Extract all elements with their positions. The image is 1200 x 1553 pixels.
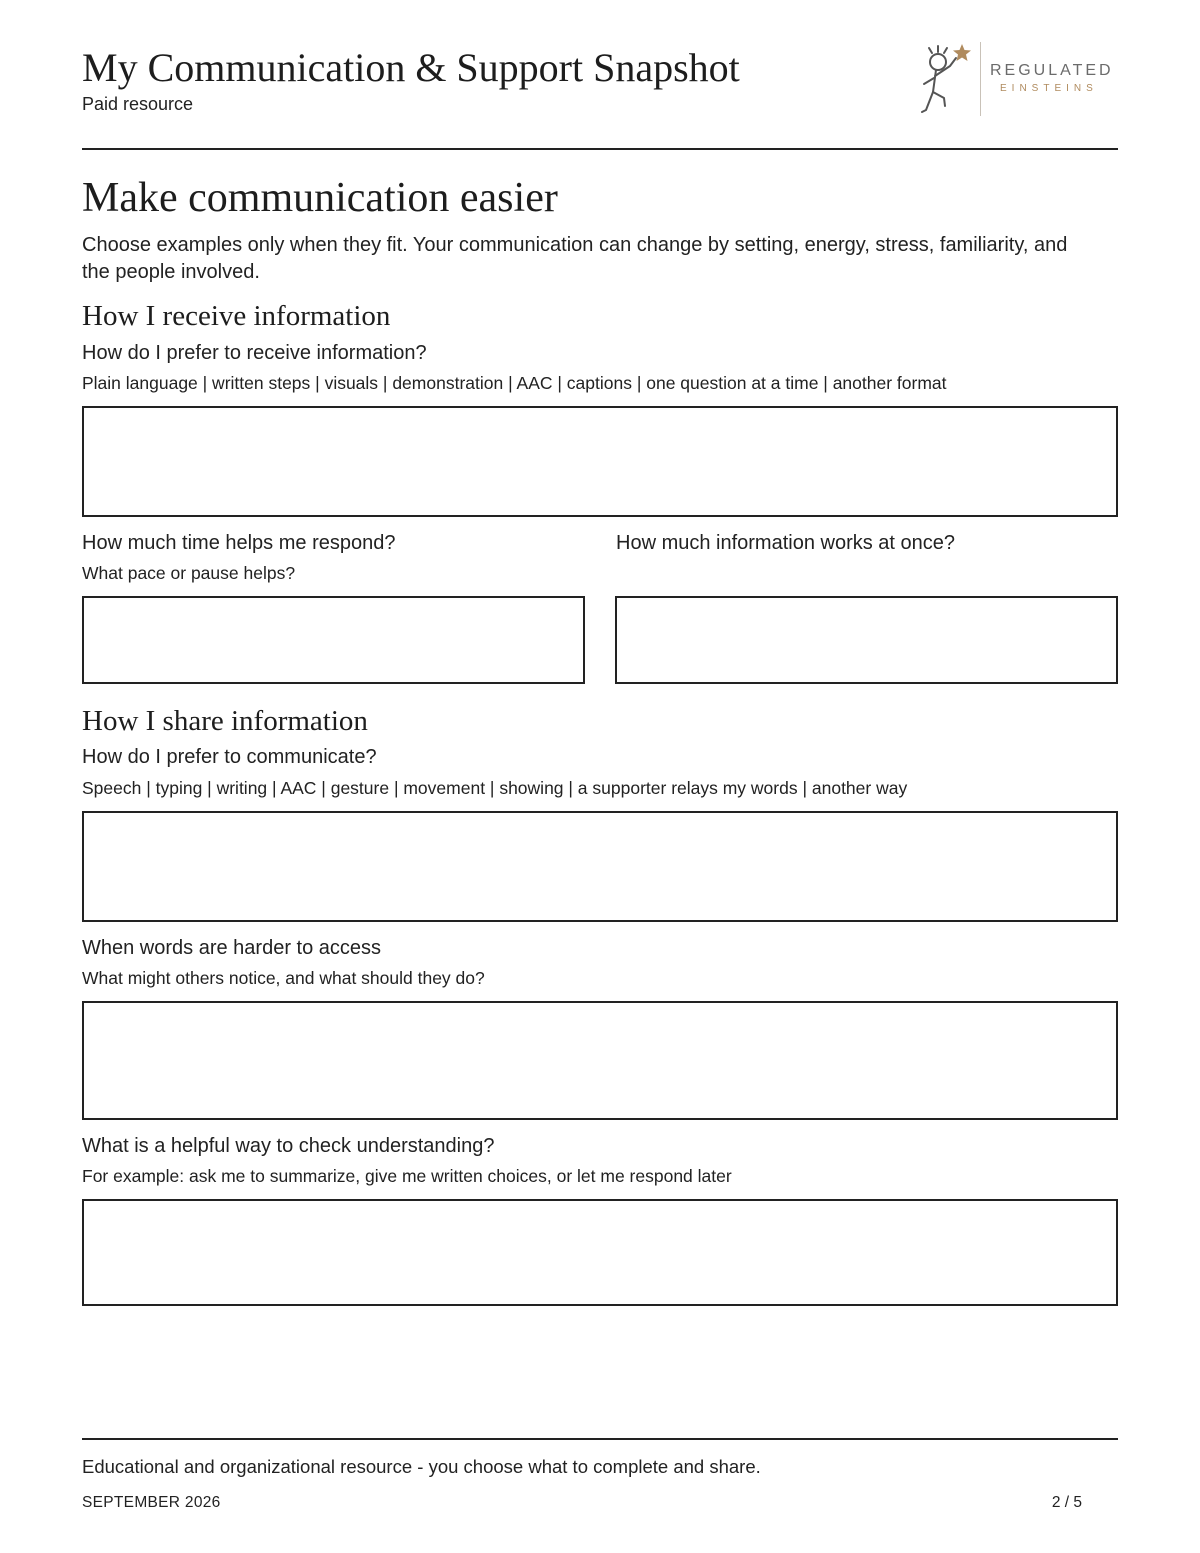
receive-q1-field[interactable] [82, 406, 1118, 517]
receive-q2-input[interactable] [84, 598, 583, 682]
share-q3-hint: For example: ask me to summarize, give me written choices, or let me respond later [82, 1166, 732, 1186]
receive-q1-hint: Plain language | written steps | visuals | demonstration | AAC | captions | one question at a time | another format [82, 373, 947, 393]
receive-q2-label: How much time helps me respond? [82, 532, 396, 554]
share-q1-hint: Speech | typing | writing | AAC | gesture | movement | showing | a supporter relays my words | another way [82, 778, 908, 798]
footer-note: Educational and organizational resource - you choose what to complete and share. [82, 1456, 761, 1477]
share-q2-input[interactable] [84, 1003, 1116, 1118]
stick-figure-star-icon [918, 40, 978, 118]
page-number: 2 / 5 [1051, 1494, 1082, 1511]
receive-q3-label: How much information works at once? [616, 532, 956, 554]
brand-logo [918, 40, 1118, 118]
share-q3-label: What is a helpful way to check understanding? [82, 1135, 495, 1157]
receive-q1-input[interactable] [84, 408, 1116, 515]
footer-divider [82, 1438, 1118, 1440]
footer-date: SEPTEMBER 2026 [82, 1494, 221, 1511]
receive-q1-label: How do I prefer to receive information? [82, 342, 427, 364]
share-heading: How I share information [82, 705, 368, 737]
share-q2-label: When words are harder to access [82, 937, 382, 959]
logo-divider [980, 42, 981, 116]
document-title: My Communication & Support Snapshot [82, 45, 740, 90]
receive-q2-hint: What pace or pause helps? [82, 563, 296, 583]
logo-wordmark: REGULATED [990, 62, 1114, 79]
logo-wordmark-sub: EINSTEINS [1000, 83, 1098, 94]
document-page [82, 0, 1118, 1553]
share-q3-input[interactable] [84, 1201, 1116, 1304]
header-divider [82, 148, 1118, 150]
receive-heading: How I receive information [82, 300, 391, 332]
section-title: Make communication easier [82, 175, 558, 221]
share-q1-input[interactable] [84, 813, 1116, 920]
share-q1-field[interactable] [82, 811, 1118, 922]
share-q3-field[interactable] [82, 1199, 1118, 1306]
share-q2-hint: What might others notice, and what should they do? [82, 968, 485, 988]
document-subtitle: Paid resource [82, 94, 194, 114]
share-q1-label: How do I prefer to communicate? [82, 746, 377, 768]
receive-q3-input[interactable] [617, 598, 1116, 682]
section-intro: Choose examples only when they fit. Your communication can change by setting, energy, stress, familiarity, and the people involved. [82, 234, 1068, 283]
receive-q3-field[interactable] [615, 596, 1118, 684]
receive-q2-field[interactable] [82, 596, 585, 684]
share-q2-field[interactable] [82, 1001, 1118, 1120]
